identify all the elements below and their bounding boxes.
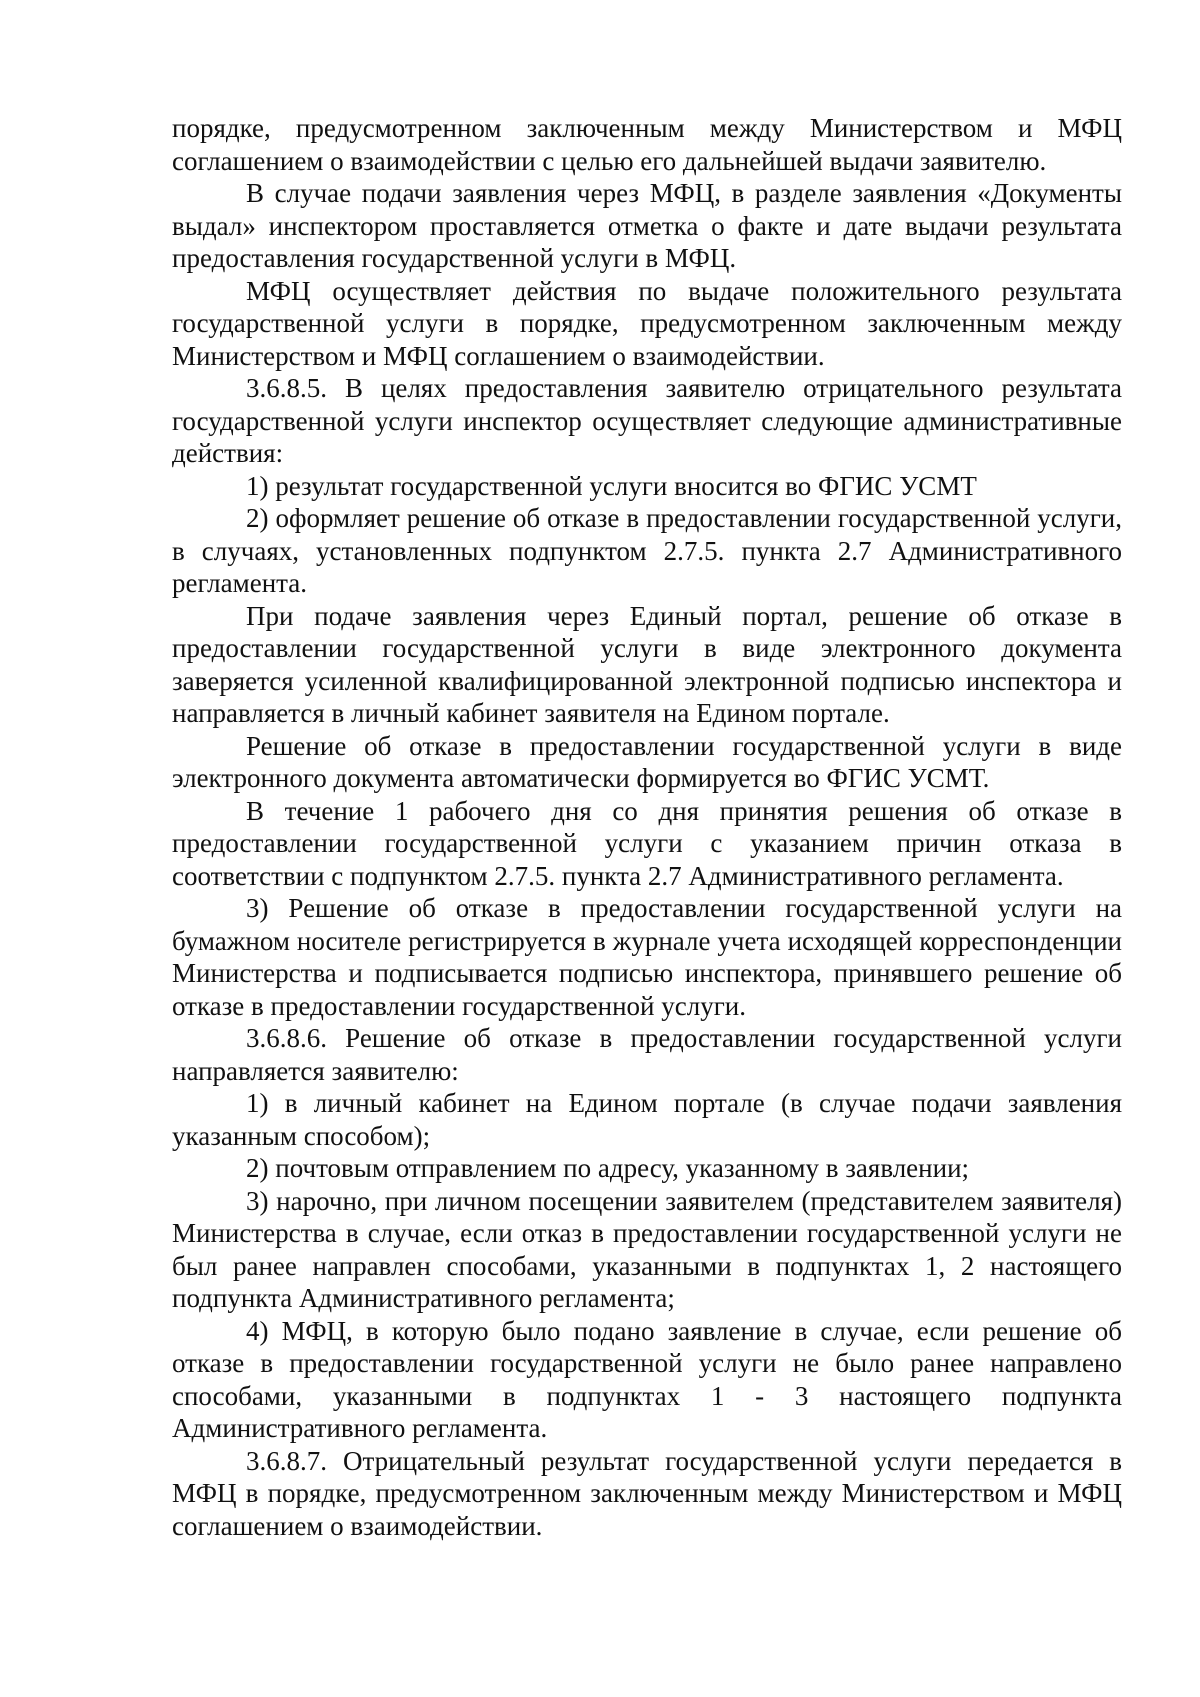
paragraph-12: 1) в личный кабинет на Едином портале (в случае подачи заявления указанным способом); [172,1088,1122,1151]
paragraph-16: 3.6.8.7. Отрицательный результат государственной услуги передается в МФЦ в порядке, предусмотренном заключенным между Министерством и МФЦ соглашением о взаимодействии. [172,1445,1122,1541]
paragraph-1: порядке, предусмотренном заключенным между Министерством и МФЦ соглашением о взаимодействии с целью его дальнейшей выдачи заявителю. [172,113,1122,176]
paragraph-8: Решение об отказе в предоставлении государственной услуги в виде электронного документа автоматически формируется во ФГИС УСМТ. [172,730,1122,793]
paragraph-7: При подаче заявления через Единый портал, решение об отказе в предоставлении государственной услуги в виде электронного документа заверяется усиленной квалифицированной электронной подписью инспектора и направляется в личный кабинет заявителя на Едином портале. [172,600,1122,728]
paragraph-10: 3) Решение об отказе в предоставлении государственной услуги на бумажном носителе регистрируется в журнале учета исходящей корреспонденции Министерства и подписывается подписью инспектора, принявшего решение об отказе в предоставлении государственной услуги. [172,893,1122,1021]
paragraph-6: 2) оформляет решение об отказе в предоставлении государственной услуги, в случаях, установленных подпунктом 2.7.5. пункта 2.7 Административного регламента. [172,503,1122,598]
paragraph-5: 1) результат государственной услуги вносится во ФГИС УСМТ [246,470,977,501]
paragraph-15: 4) МФЦ, в которую было подано заявление в случае, если решение об отказе в предоставлении государственной услуги не было ранее направлено способами, указанными в подпунктах 1 - 3 настоящего подпункта Административного регламента. [172,1315,1122,1443]
paragraph-11: 3.6.8.6. Решение об отказе в предоставлении государственной услуги направляется заявителю: [172,1023,1122,1086]
document-page [172,112,1122,1542]
paragraph-3: МФЦ осуществляет действия по выдаче положительного результата государственной услуги в порядке, предусмотренном заключенным между Министерством и МФЦ соглашением о взаимодействии. [172,275,1122,371]
paragraph-9: В течение 1 рабочего дня со дня принятия решения об отказе в предоставлении государственной услуги с указанием причин отказа в соответствии с подпунктом 2.7.5. пункта 2.7 Административного регламента. [172,795,1122,891]
paragraph-2: В случае подачи заявления через МФЦ, в разделе заявления «Документы выдал» инспектором проставляется отметка о факте и дате выдачи результата предоставления государственной услуги в МФЦ. [172,178,1122,273]
paragraph-13: 2) почтовым отправлением по адресу, указанному в заявлении; [246,1153,970,1183]
paragraph-14: 3) нарочно, при личном посещении заявителем (представителем заявителя) Министерства в случае, если отказ в предоставлении государственной услуги не был ранее направлен способами, указанными в подпунктах 1, 2 настоящего подпункта Административного регламента; [172,1185,1122,1313]
paragraph-4: 3.6.8.5. В целях предоставления заявителю отрицательного результата государственной услуги инспектор осуществляет следующие административные действия: [172,373,1122,468]
